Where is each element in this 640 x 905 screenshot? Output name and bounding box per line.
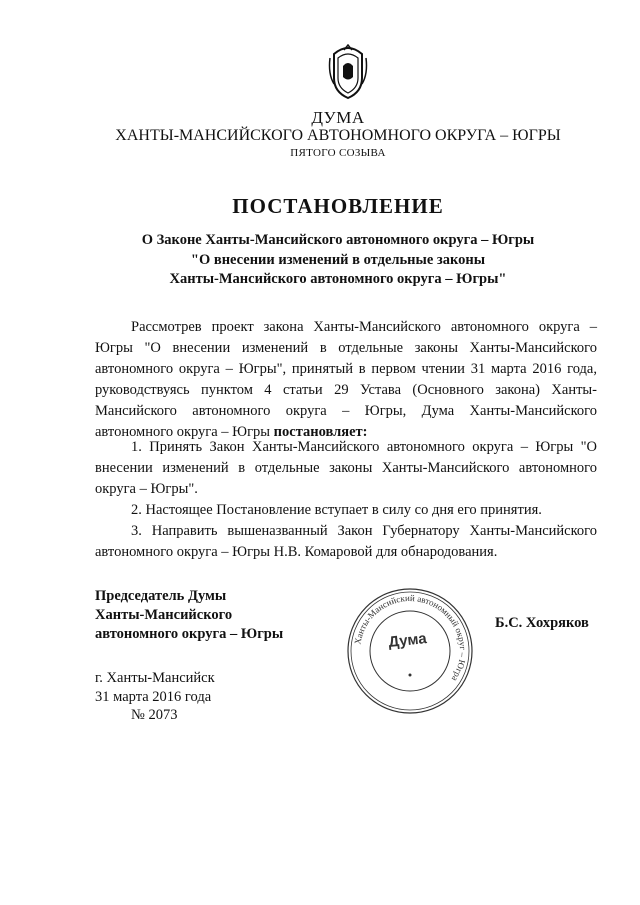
subject-line-3: Ханты-Мансийского автономного округа – Югры" — [169, 271, 507, 287]
signature-title-line: автономного округа – Югры — [95, 626, 284, 642]
document-type-title: ПОСТАНОВЛЕНИЕ — [232, 194, 444, 218]
resolution-item-3: 3. Направить вышеназванный Закон Губернатору Ханты-Мансийского автономного округа – Югры Н.В. Комаровой для обнародования. — [95, 523, 597, 560]
preamble-paragraph — [95, 317, 597, 443]
org-name-line2: ХАНТЫ-МАНСИЙСКОГО АВТОНОМНОГО ОКРУГА – ЮГРЫ — [115, 127, 561, 144]
preamble-resolves: постановляет: — [273, 424, 368, 440]
preamble-text: Рассмотрев проект закона Ханты-Мансийского автономного округа – Югры "О внесении изменений в отдельные законы Ханты-Мансийского автономного округа – Югры", принятый в первом чтении 31 марта 2016 года, руководствуясь пунктом 4 статьи 29 Устава (Основного закона) Ханты-Мансийского автономного округа – Югры, Дума Ханты-Мансийского автономного округа – Югры — [95, 319, 597, 440]
resolution-item-1: 1. Принять Закон Ханты-Мансийского автономного округа – Югры "О внесении изменений в отдельные законы Ханты-Мансийского автономного округа – Югры". — [95, 439, 597, 497]
resolution-items — [95, 437, 597, 563]
seal-center-text: Дума — [387, 630, 428, 651]
date: 31 марта 2016 года — [95, 689, 212, 705]
resolution-item-2: 2. Настоящее Постановление вступает в силу со дня его принятия. — [131, 502, 542, 518]
subject-line-1: О Законе Ханты-Мансийского автономного округа – Югры — [141, 232, 535, 248]
signature-title-line: Председатель Думы — [95, 588, 227, 604]
signature-title — [95, 587, 283, 644]
city: г. Ханты-Мансийск — [95, 670, 215, 686]
convocation-line: ПЯТОГО СОЗЫВА — [290, 147, 386, 159]
place-and-date — [95, 669, 215, 707]
signer-name: Б.С. Хохряков — [495, 615, 589, 631]
signature-title-line: Ханты-Мансийского — [95, 607, 233, 623]
document-number: № 2073 — [131, 707, 178, 723]
official-seal — [344, 585, 476, 717]
subject-line-2: "О внесении изменений в отдельные законы — [190, 252, 486, 268]
coat-of-arms-icon — [326, 44, 370, 100]
seal-ring-text: Ханты-Мансийский автономный округ – Югра — [352, 592, 469, 684]
org-name-line1: ДУМА — [311, 108, 365, 127]
